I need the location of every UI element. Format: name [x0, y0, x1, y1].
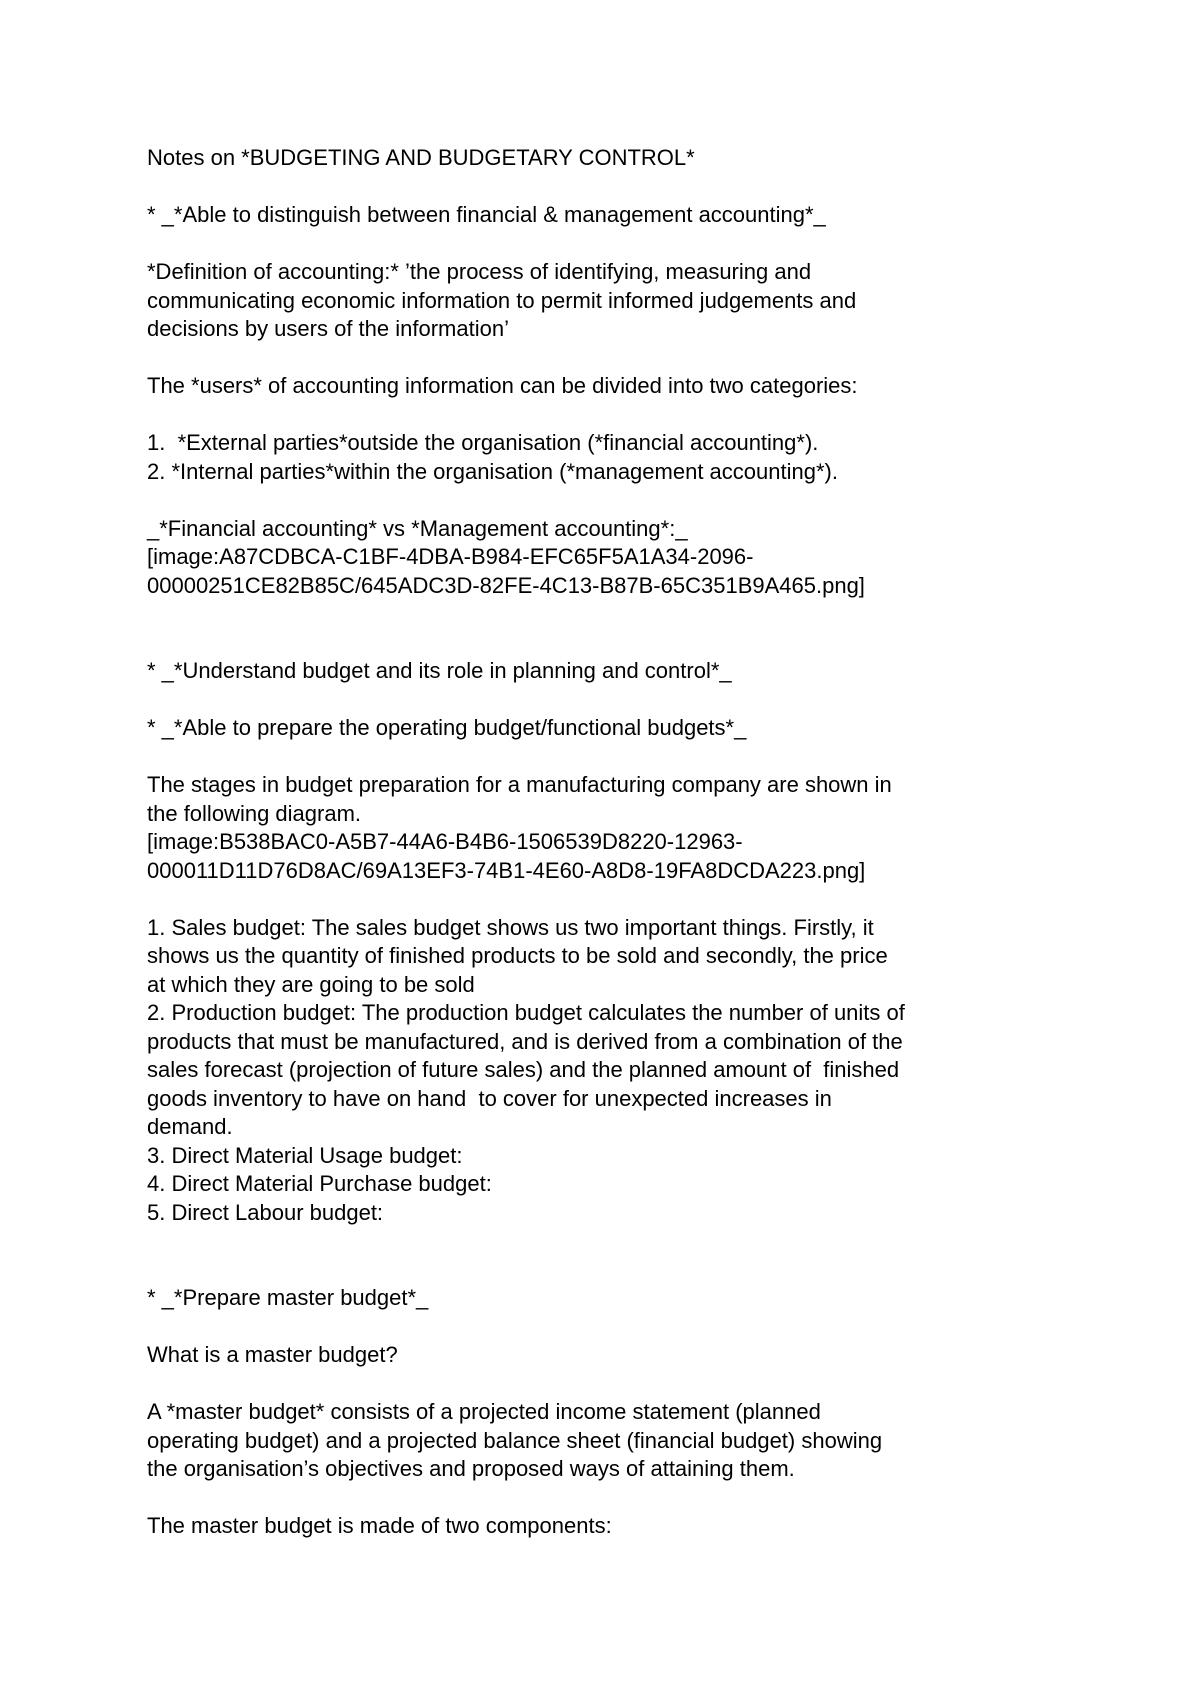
image-reference: 000011D11D76D8AC/69A13EF3-74B1-4E60-A8D8-19FA8DCDA223.png]: [147, 857, 866, 883]
users-intro: The *users* of accounting information can be divided into two categories:: [147, 373, 858, 398]
users-list-item: 1. *External parties*outside the organisation (*financial accounting*).: [147, 430, 819, 455]
definition-line: *Definition of accounting:* ’the process of identifying, measuring and: [147, 259, 812, 284]
comparison-heading: _*Financial accounting* vs *Management accounting*:_: [147, 515, 688, 541]
document-title: Notes on *BUDGETING AND BUDGETARY CONTROL*: [147, 145, 695, 170]
master-budget-components: The master budget is made of two components:: [147, 1513, 612, 1538]
image-reference: [image:B538BAC0-A5B7-44A6-B4B6-1506539D8220-12963-: [147, 829, 743, 854]
master-budget-question: What is a master budget?: [147, 1342, 398, 1367]
budgets-list-line: 4. Direct Material Purchase budget:: [147, 1171, 492, 1196]
budgets-list-line: 1. Sales budget: The sales budget shows us two important things. Firstly, it: [147, 914, 874, 940]
users-list-item: 2. *Internal parties*within the organisation (*management accounting*).: [147, 458, 838, 484]
budgets-list-line: sales forecast (projection of future sales) and the planned amount of finished: [147, 1057, 900, 1082]
definition-line: communicating economic information to permit informed judgements and: [147, 287, 857, 313]
objective-master-budget: * _*Prepare master budget*_: [147, 1285, 429, 1310]
document-page: [147, 144, 1087, 1541]
objective-distinguish-accounting: * _*Able to distinguish between financial & management accounting*_: [147, 202, 826, 227]
objective-understand-budget: * _*Understand budget and its role in planning and control*_: [147, 658, 732, 683]
budgets-list-line: products that must be manufactured, and is derived from a combination of the: [147, 1028, 903, 1054]
budgets-list-line: demand.: [147, 1114, 233, 1139]
master-budget-definition: operating budget) and a projected balance sheet (financial budget) showing: [147, 1427, 883, 1453]
budgets-list-line: goods inventory to have on hand to cover for unexpected increases in: [147, 1085, 832, 1111]
budgets-list-line: 2. Production budget: The production budget calculates the number of units of: [147, 1000, 905, 1025]
stages-intro: the following diagram.: [147, 800, 362, 826]
image-reference: [image:A87CDBCA-C1BF-4DBA-B984-EFC65F5A1A34-2096-: [147, 544, 754, 569]
definition-line: decisions by users of the information’: [147, 316, 509, 341]
image-reference: 00000251CE82B85C/645ADC3D-82FE-4C13-B87B-65C351B9A465.png]: [147, 572, 865, 598]
master-budget-definition: the organisation’s objectives and proposed ways of attaining them.: [147, 1456, 795, 1481]
budgets-list-line: shows us the quantity of finished products to be sold and secondly, the price: [147, 943, 888, 968]
budgets-list-line: at which they are going to be sold: [147, 971, 475, 997]
master-budget-definition: A *master budget* consists of a projected income statement (planned: [147, 1399, 821, 1424]
budgets-list-line: 5. Direct Labour budget:: [147, 1199, 384, 1225]
objective-prepare-operating-budget: * _*Able to prepare the operating budget/functional budgets*_: [147, 715, 747, 740]
budgets-list-line: 3. Direct Material Usage budget:: [147, 1142, 463, 1168]
stages-intro: The stages in budget preparation for a manufacturing company are shown in: [147, 772, 892, 797]
